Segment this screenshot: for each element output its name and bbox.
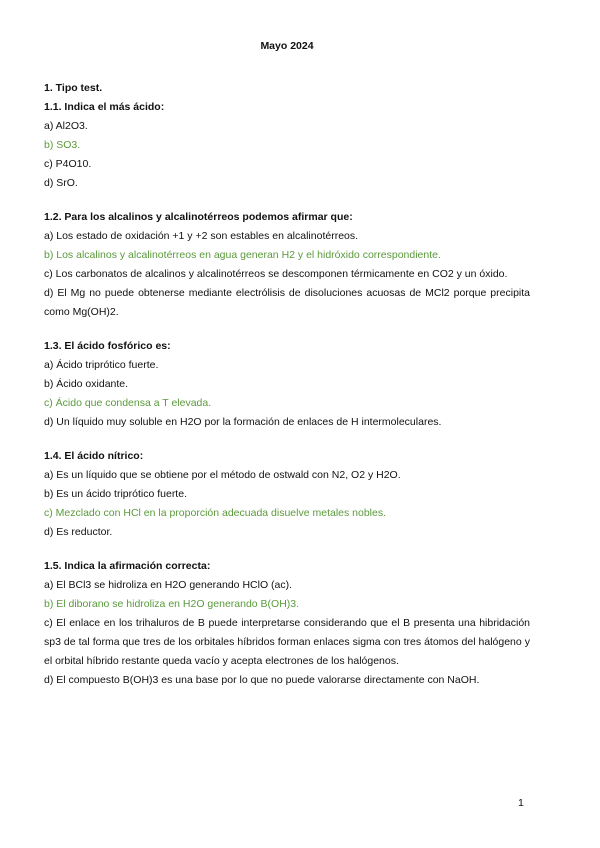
answer-option: c) Los carbonatos de alcalinos y alcalinotérreos se descomponen térmicamente en CO2 y un óxido. — [44, 268, 508, 280]
question-block — [44, 98, 530, 193]
question-block — [44, 208, 530, 322]
answer-option: b) Es un ácido triprótico fuerte. — [44, 488, 187, 500]
question-title: 1.4. El ácido nítrico: — [44, 450, 144, 462]
answer-option: a) El BCl3 se hidroliza en H2O generando HClO (ac). — [44, 579, 293, 591]
question-title: 1.5. Indica la afirmación correcta: — [44, 560, 211, 572]
question-block — [44, 447, 530, 542]
answer-option: d) El compuesto B(OH)3 es una base por lo que no puede valorarse directamente con NaOH. — [44, 674, 480, 686]
answer-option: a) Los estado de oxidación +1 y +2 son estables en alcalinotérreos. — [44, 230, 359, 242]
question-title: 1.2. Para los alcalinos y alcalinotérreos podemos afirmar que: — [44, 211, 353, 223]
answer-option: b) Ácido oxidante. — [44, 378, 129, 390]
question-block — [44, 557, 530, 690]
question-title: 1.1. Indica el más ácido: — [44, 101, 165, 113]
answer-option: a) Es un líquido que se obtiene por el método de ostwald con N2, O2 y H2O. — [44, 469, 401, 481]
question-title: 1.3. El ácido fosfórico es: — [44, 340, 171, 352]
page-number: 1 — [518, 797, 524, 809]
answer-option: d) Es reductor. — [44, 526, 113, 538]
answer-option: d) SrO. — [44, 177, 78, 189]
answer-option-correct: b) SO3. — [44, 139, 81, 151]
document-title: Mayo 2024 — [260, 40, 314, 52]
answer-option: c) P4O10. — [44, 158, 92, 170]
answer-option-correct: b) El diborano se hidroliza en H2O generando B(OH)3. — [44, 598, 300, 610]
answer-option: c) El enlace en los trihaluros de B puede interpretarse considerando que el B presenta una hibridación sp3 de tal forma que tres de los orbitales híbridos forman enlaces sigma con tres átomos del halógeno y el orbital híbrido restante queda vacío y acepta electrones de los halógenos. — [44, 617, 530, 667]
answer-option: a) Al2O3. — [44, 120, 88, 132]
answer-option-correct: c) Ácido que condensa a T elevada. — [44, 397, 212, 409]
document-page — [44, 40, 530, 705]
section-title: 1. Tipo test. — [44, 82, 103, 94]
question-list — [44, 98, 530, 690]
answer-option-correct: b) Los alcalinos y alcalinotérreos en agua generan H2 y el hidróxido correspondiente. — [44, 249, 441, 261]
answer-option-correct: c) Mezclado con HCl en la proporción adecuada disuelve metales nobles. — [44, 507, 387, 519]
question-block — [44, 337, 530, 432]
answer-option: a) Ácido triprótico fuerte. — [44, 359, 159, 371]
answer-option: d) El Mg no puede obtenerse mediante electrólisis de disoluciones acuosas de MCl2 porque precipita como Mg(OH)2. — [44, 287, 530, 318]
answer-option: d) Un líquido muy soluble en H2O por la formación de enlaces de H intermoleculares. — [44, 416, 442, 428]
